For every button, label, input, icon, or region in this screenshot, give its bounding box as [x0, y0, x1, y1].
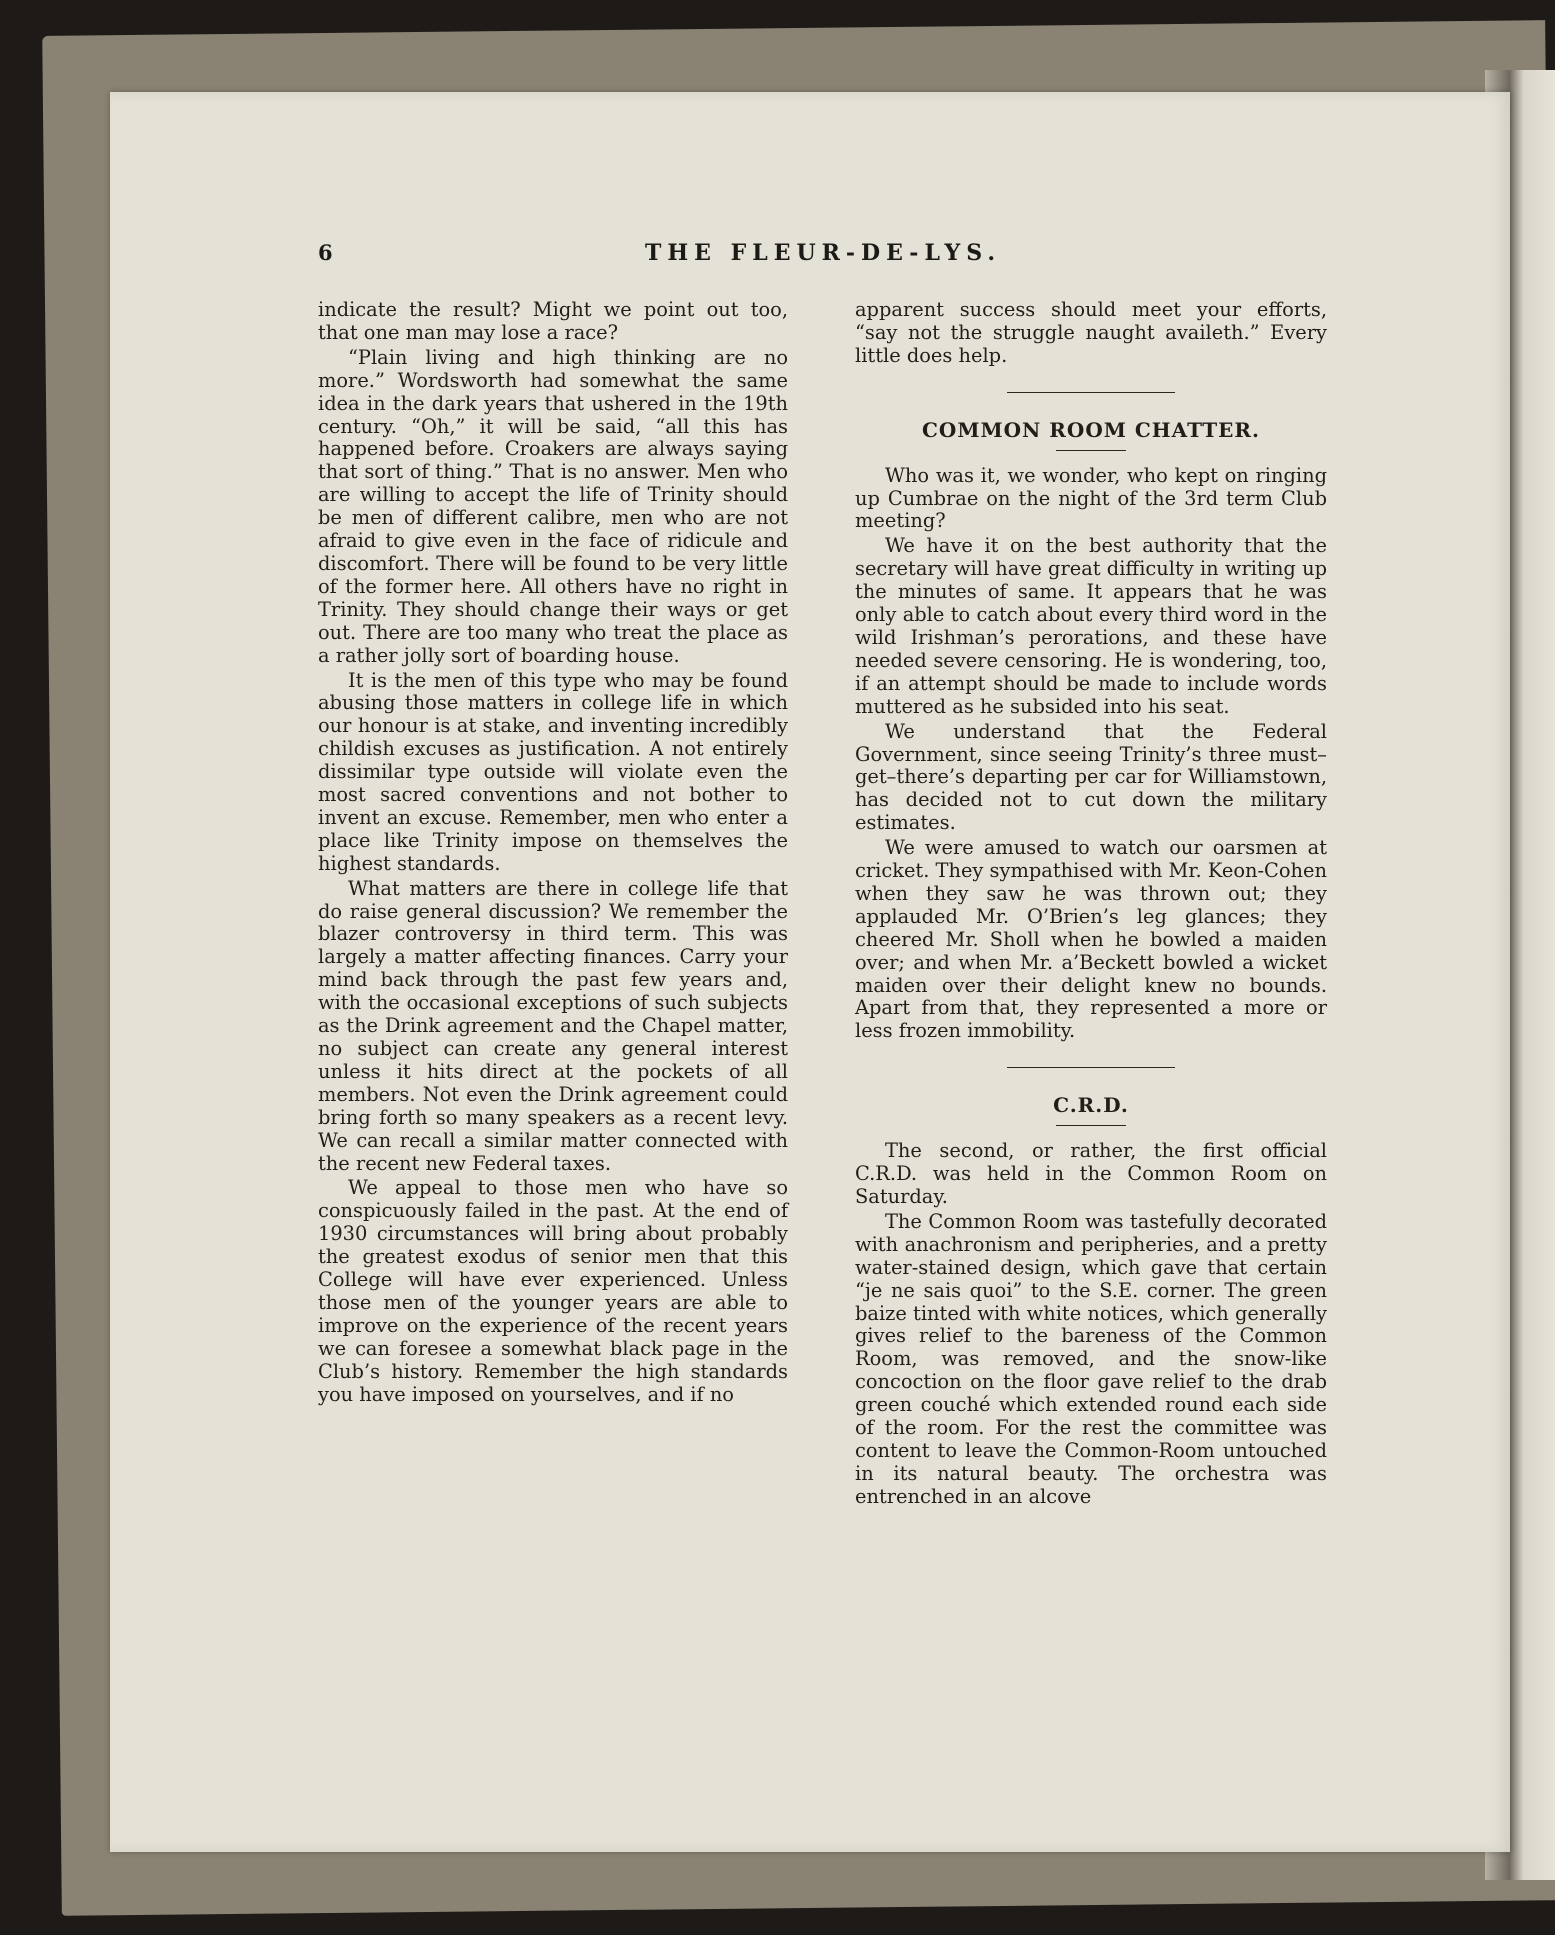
- paragraph: We understand that the Federal Government, since seeing Trinity’s three must–get–there’s departing per car for Williamstown, has decided not to cut down the military estimates.: [855, 719, 1327, 835]
- right-column: [855, 299, 1327, 1509]
- heading-underline: [1056, 450, 1126, 451]
- paragraph: We were amused to watch our oarsmen at cricket. They sympathised with Mr. Keon-Cohen when they saw he was thrown out; they applauded Mr. O’Brien’s leg glances; they cheered Mr. Sholl when he bowled a maiden over; and when Mr. a’Beckett bowled a wicket maiden over their delight knew no bounds. Apart from that, they represented a more or less frozen immobility.: [855, 836, 1327, 1043]
- section-separator: [1007, 392, 1175, 393]
- heading-underline: [1056, 1125, 1126, 1126]
- section-separator: [1007, 1067, 1175, 1068]
- paragraph: apparent success should meet your efforts, “say not the struggle naught availeth.” Every little does help.: [855, 298, 1327, 367]
- section-heading: C.R.D.: [1053, 1093, 1129, 1118]
- paragraph: It is the men of this type who may be found abusing those matters in college life in which our honour is at stake, and inventing incredibly childish excuses as justification. A not entirely dissimilar type outside will violate even the most sacred conventions and not bother to invent an excuse. Remember, men who enter a place like Trinity impose on themselves the highest standards.: [318, 668, 788, 875]
- section-heading: COMMON ROOM CHATTER.: [922, 417, 1260, 442]
- left-column: [318, 299, 788, 1407]
- paragraph: indicate the result? Might we point out too, that one man may lose a race?: [318, 298, 788, 344]
- paragraph: The Common Room was tastefully decorated with anachronism and peripheries, and a pretty water-stained design, which gave that certain “je ne sais quoi” to the S.E. corner. The green baize tinted with white notices, which generally gives relief to the bareness of the Common Room, was removed, and the snow-like concoction on the floor gave relief to the drab green couché which extended round each side of the room. For the rest the committee was content to leave the Common-Room untouched in its natural beauty. The orchestra was entrenched in an alcove: [855, 1209, 1327, 1508]
- paragraph: We have it on the best authority that the secretary will have great difficulty in writing up the minutes of same. It appears that he was only able to catch about every third word in the wild Irishman’s perorations, and these have needed severe censoring. He is wondering, too, if an attempt should be made to include words muttered as he subsided into his seat.: [855, 534, 1327, 718]
- paragraph: The second, or rather, the first official C.R.D. was held in the Common Room on Saturday.: [855, 1139, 1327, 1208]
- publication-title: THE FLEUR-DE-LYS.: [645, 240, 1001, 266]
- paragraph: What matters are there in college life that do raise general discussion? We remember the blazer controversy in third term. This was largely a matter affecting finances. Carry your mind back through the past few years and, with the occasional exceptions of such subjects as the Drink agreement and the Chapel matter, no subject can create any general interest unless it hits direct at the pockets of all members. Not even the Drink agreement could bring forth so many speakers as a recent levy. We can recall a similar matter connected with the recent new Federal taxes.: [318, 876, 788, 1175]
- paragraph: “Plain living and high thinking are no more.” Wordsworth had somewhat the same idea in the dark years that ushered in the 19th century. “Oh,” it will be said, “all this has happened before. Croakers are always saying that sort of thing.” That is no answer. Men who are willing to accept the life of Trinity should be men of different calibre, men who are not afraid to give even in the face of ridicule and discomfort. There will be found to be very little of the former here. All others have no right in Trinity. They should change their ways or get out. There are too many who treat the place as a rather jolly sort of boarding house.: [318, 345, 788, 667]
- paragraph: Who was it, we wonder, who kept on ringing up Cumbrae on the night of the 3rd term Club meeting?: [855, 463, 1327, 533]
- page-number: 6: [318, 240, 333, 265]
- paragraph: We appeal to those men who have so conspicuously failed in the past. At the end of 1930 circumstances will bring about probably the greatest exodus of senior men that this College will have ever experienced. Unless those men of the younger years are able to improve on the experience of the recent years we can foresee a somewhat black page in the Club’s history. Remember the high standards you have imposed on yourselves, and if no: [318, 1176, 788, 1406]
- running-header: [318, 240, 1328, 270]
